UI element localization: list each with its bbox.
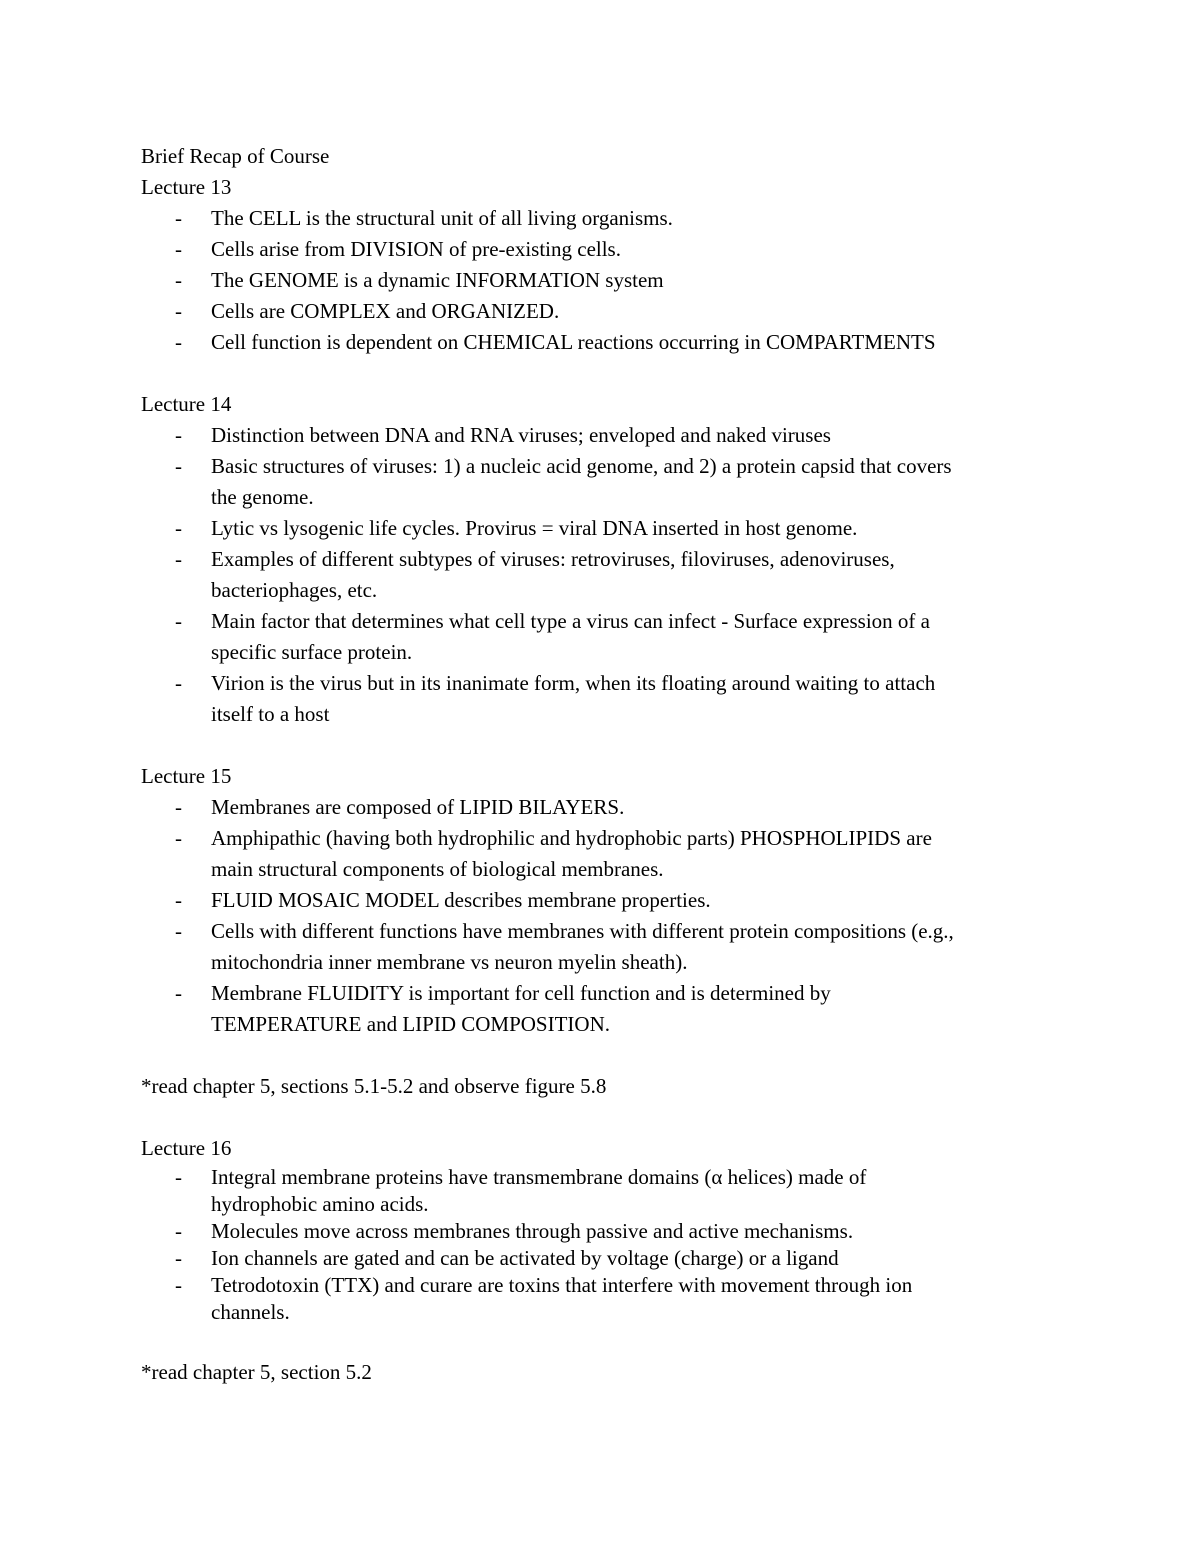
lecture-section: [141, 172, 1061, 358]
sections-container: [141, 172, 1061, 1388]
list-item-text: Ion channels are gated and can be activated by voltage (charge) or a ligand: [211, 1246, 839, 1270]
reading-note: *read chapter 5, section 5.2: [141, 1360, 372, 1384]
list-item: [141, 1272, 1061, 1326]
section-spacer: [141, 1102, 1061, 1133]
list-item: [141, 668, 1061, 730]
bullet-dash: -: [175, 454, 182, 478]
list-item-text: Examples of different subtypes of viruses: retroviruses, filoviruses, adenoviruses,: [211, 547, 895, 571]
list-item: [141, 792, 1061, 823]
bullet-dash: -: [175, 1219, 182, 1243]
list-item-text: Cells are COMPLEX and ORGANIZED.: [211, 299, 560, 323]
lecture-heading: Lecture 15: [141, 764, 232, 788]
list-item-text: itself to a host: [211, 702, 330, 726]
document-page: [141, 141, 1061, 1388]
bullet-dash: -: [175, 609, 182, 633]
list-item-text: bacteriophages, etc.: [211, 578, 378, 602]
list-item: [141, 978, 1061, 1040]
list-item: [141, 606, 1061, 668]
bullet-dash: -: [175, 888, 182, 912]
bullet-dash: -: [175, 547, 182, 571]
lecture-section: [141, 1133, 1061, 1388]
list-item-text: TEMPERATURE and LIPID COMPOSITION.: [211, 1012, 610, 1036]
bullet-dash: -: [175, 1246, 182, 1270]
bullet-list: [141, 420, 1061, 730]
bullet-dash: -: [175, 268, 182, 292]
section-spacer: [141, 730, 1061, 761]
bullet-dash: -: [175, 795, 182, 819]
list-item-text: Distinction between DNA and RNA viruses; enveloped and naked viruses: [211, 423, 831, 447]
list-item-text: mitochondria inner membrane vs neuron myelin sheath).: [211, 950, 688, 974]
bullet-dash: -: [175, 1165, 182, 1189]
list-item-text: Virion is the virus but in its inanimate form, when its floating around waiting to attach: [211, 671, 936, 695]
list-item-text: Basic structures of viruses: 1) a nucleic acid genome, and 2) a protein capsid that covers: [211, 454, 952, 478]
bullet-list: [141, 1164, 1061, 1326]
bullet-dash: -: [175, 237, 182, 261]
bullet-dash: -: [175, 981, 182, 1005]
lecture-heading: Lecture 13: [141, 175, 232, 199]
list-item-text: FLUID MOSAIC MODEL describes membrane properties.: [211, 888, 711, 912]
lecture-section: [141, 389, 1061, 730]
bullet-dash: -: [175, 423, 182, 447]
list-item-text: The GENOME is a dynamic INFORMATION system: [211, 268, 664, 292]
bullet-dash: -: [175, 671, 182, 695]
bullet-dash: -: [175, 299, 182, 323]
bullet-dash: -: [175, 516, 182, 540]
list-item: [141, 420, 1061, 451]
section-spacer: [141, 358, 1061, 389]
list-item-text: specific surface protein.: [211, 640, 413, 664]
list-item-text: Membrane FLUIDITY is important for cell function and is determined by: [211, 981, 831, 1005]
list-item: [141, 265, 1061, 296]
list-item-text: Integral membrane proteins have transmembrane domains (α helices) made of: [211, 1165, 867, 1189]
list-item-text: Molecules move across membranes through passive and active mechanisms.: [211, 1219, 854, 1243]
list-item-text: Cells with different functions have membranes with different protein compositions (e.g.,: [211, 919, 954, 943]
note-spacer: [141, 1326, 1061, 1357]
list-item: [141, 327, 1061, 358]
list-item: [141, 544, 1061, 606]
list-item-text: Main factor that determines what cell type a virus can infect - Surface expression of a: [211, 609, 930, 633]
list-item: [141, 451, 1061, 513]
bullet-dash: -: [175, 919, 182, 943]
list-item: [141, 1245, 1061, 1272]
lecture-heading: Lecture 14: [141, 392, 232, 416]
list-item: [141, 203, 1061, 234]
list-item-text: Cells arise from DIVISION of pre-existing cells.: [211, 237, 621, 261]
lecture-section: [141, 761, 1061, 1102]
bullet-list: [141, 203, 1061, 358]
list-item-text: hydrophobic amino acids.: [211, 1192, 429, 1216]
list-item-text: The CELL is the structural unit of all living organisms.: [211, 206, 673, 230]
list-item: [141, 513, 1061, 544]
bullet-dash: -: [175, 330, 182, 354]
list-item: [141, 885, 1061, 916]
document-title: Brief Recap of Course: [141, 144, 330, 168]
list-item-text: Membranes are composed of LIPID BILAYERS.: [211, 795, 625, 819]
bullet-list: [141, 792, 1061, 1040]
list-item-text: the genome.: [211, 485, 314, 509]
bullet-dash: -: [175, 1273, 182, 1297]
bullet-dash: -: [175, 826, 182, 850]
note-spacer: [141, 1040, 1061, 1071]
list-item: [141, 296, 1061, 327]
list-item-text: main structural components of biological membranes.: [211, 857, 664, 881]
list-item-text: Tetrodotoxin (TTX) and curare are toxins that interfere with movement through ion: [211, 1273, 913, 1297]
list-item: [141, 823, 1061, 885]
list-item: [141, 1218, 1061, 1245]
list-item: [141, 234, 1061, 265]
bullet-dash: -: [175, 206, 182, 230]
list-item-text: Cell function is dependent on CHEMICAL reactions occurring in COMPARTMENTS: [211, 330, 936, 354]
list-item-text: Amphipathic (having both hydrophilic and hydrophobic parts) PHOSPHOLIPIDS are: [211, 826, 932, 850]
list-item-text: channels.: [211, 1300, 290, 1324]
lecture-heading: Lecture 16: [141, 1136, 232, 1160]
reading-note: *read chapter 5, sections 5.1-5.2 and observe figure 5.8: [141, 1074, 607, 1098]
list-item: [141, 916, 1061, 978]
list-item-text: Lytic vs lysogenic life cycles. Provirus = viral DNA inserted in host genome.: [211, 516, 858, 540]
list-item: [141, 1164, 1061, 1218]
